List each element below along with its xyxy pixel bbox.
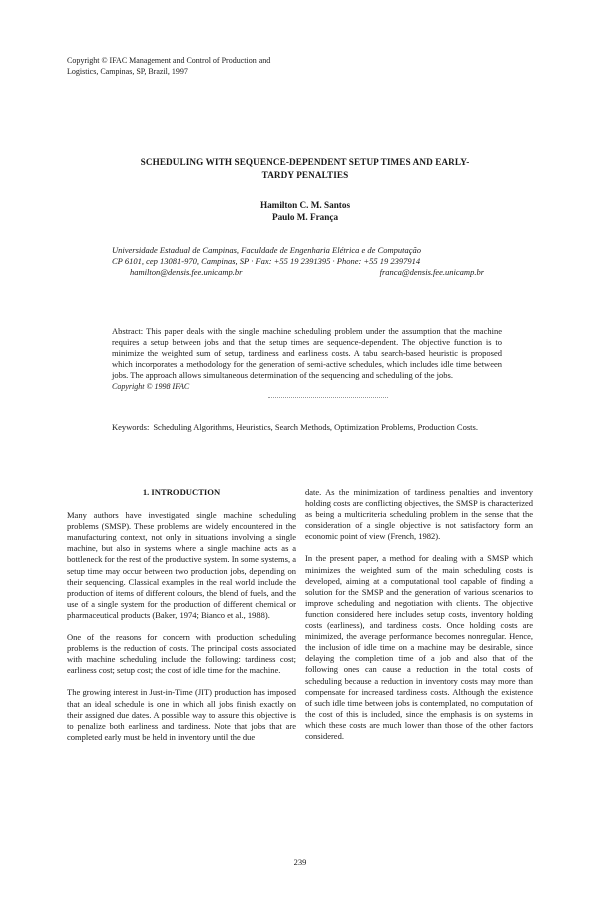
author-1: Hamilton C. M. Santos: [259, 200, 351, 210]
abstract: [112, 326, 502, 393]
intro-paragraph-4: date. As the minimization of tardiness penalties and inventory holding costs are conflicting objectives, the SMSP is characterized as being a multicriteria scheduling problem in the sense that the consideration of a single objective is not satisfactory form an economic point of view (French, 1982).: [305, 487, 533, 542]
section-heading-introduction: 1. INTRODUCTION: [142, 487, 221, 497]
intro-paragraph-2: One of the reasons for concern with production scheduling problems is the reduction of costs. The principal costs associated with machine scheduling include the following: tardiness cost; earliness cost; setup cost; the cost of idle time for the machine.: [67, 632, 296, 676]
intro-paragraph-3: The growing interest in Just-in-Time (JIT) production has imposed that an ideal schedule is one in which all jobs finish exactly on their assigned due dates. A possible way to assure this objective is to penalize both earliness and tardiness. Note that jobs that are completed early must be held in inventory until the due: [67, 687, 296, 742]
keywords: [112, 422, 502, 433]
author-list: [150, 199, 460, 223]
intro-paragraph-1: Many authors have investigated single machine scheduling problems (SMSP). These problems are widely encountered in the manufacturing context, not only in situations involving a single machine, but also in systems where a single machine acts as a bottleneck for the rest of the productive system. In some systems, a setup time may occur between two production jobs, depending on their sequencing. Classical examples in the real world include the production of items of different colours, the blend of fuels, and the use of a single system for the production of different chemical or pharmaceutical products (Baker, 1974; Bianco et al., 1988).: [67, 510, 296, 620]
affiliation-emails: [112, 267, 502, 278]
copyright-line-1: Copyright © IFAC Management and Control of Production and: [67, 56, 271, 65]
affiliation-block: [112, 245, 502, 278]
right-column: [305, 487, 533, 753]
keywords-label: Keywords:: [112, 422, 150, 432]
title-line-1: SCHEDULING WITH SEQUENCE-DEPENDENT SETUP TIMES AND EARLY-: [140, 157, 470, 167]
left-column: [67, 487, 296, 754]
affiliation-institution: Universidade Estadual de Campinas, Faculdade de Engenharia Elétrica e de Computação: [112, 245, 422, 255]
dotted-rule: [268, 397, 388, 399]
conference-copyright: [67, 55, 367, 77]
email-author-1: hamilton@densis.fee.unicamp.br: [130, 267, 243, 277]
author-2: Paulo M. França: [271, 212, 339, 222]
copyright-line-2: Logistics, Campinas, SP, Brazil, 1997: [67, 67, 188, 76]
abstract-text: Abstract: This paper deals with the single machine scheduling problem under the assumption that the machine requires a setup between jobs and that the setup times are sequence-dependent. The objective function is to minimize the weighted sum of setup, tardiness and earliness costs. A tabu search-based heuristic is proposed which incorporates a methodology for the generation of semi-active schedules, which includes idle time between jobs. The approach allows simultaneous determination of the sequencing and scheduling of the jobs.: [112, 326, 502, 381]
intro-paragraph-5: In the present paper, a method for dealing with a SMSP which minimizes the weighted sum of the main scheduling costs is developed, aiming at a computational tool capable of finding a solution for the SMSP and the generation of various scenarios to improve scheduling and negotiation with clients. The objective function considered here includes setup costs, inventory holding costs (earliness), and tardiness costs. Once holding costs are minimized, the average performance becomes nonregular. Hence, the inclusion of idle time on a machine may be desirable, since delaying the completion time of a job and also that of the following ones can cause a reduction in the total costs of scheduling because a reduction in inventory costs may more than compensate for increased tardiness costs. Although the existence of such idle time between jobs is contemplated, no computation of the cost of this is included, since the emphasis is on systems in which these costs are much lower than those of the other factors considered.: [305, 553, 533, 741]
title-line-2: TARDY PENALTIES: [261, 170, 349, 180]
paper-title: [90, 156, 520, 182]
email-author-2: franca@densis.fee.unicamp.br: [379, 267, 484, 277]
affiliation-contact: CP 6101, cep 13081-970, Campinas, SP · Fax: +55 19 2391395 · Phone: +55 19 2397914: [112, 256, 421, 266]
abstract-copyright: Copyright © 1998 IFAC: [112, 382, 190, 392]
page-number: 239: [293, 857, 307, 867]
keywords-text: Scheduling Algorithms, Heuristics, Search Methods, Optimization Problems, Production Costs.: [153, 422, 478, 432]
